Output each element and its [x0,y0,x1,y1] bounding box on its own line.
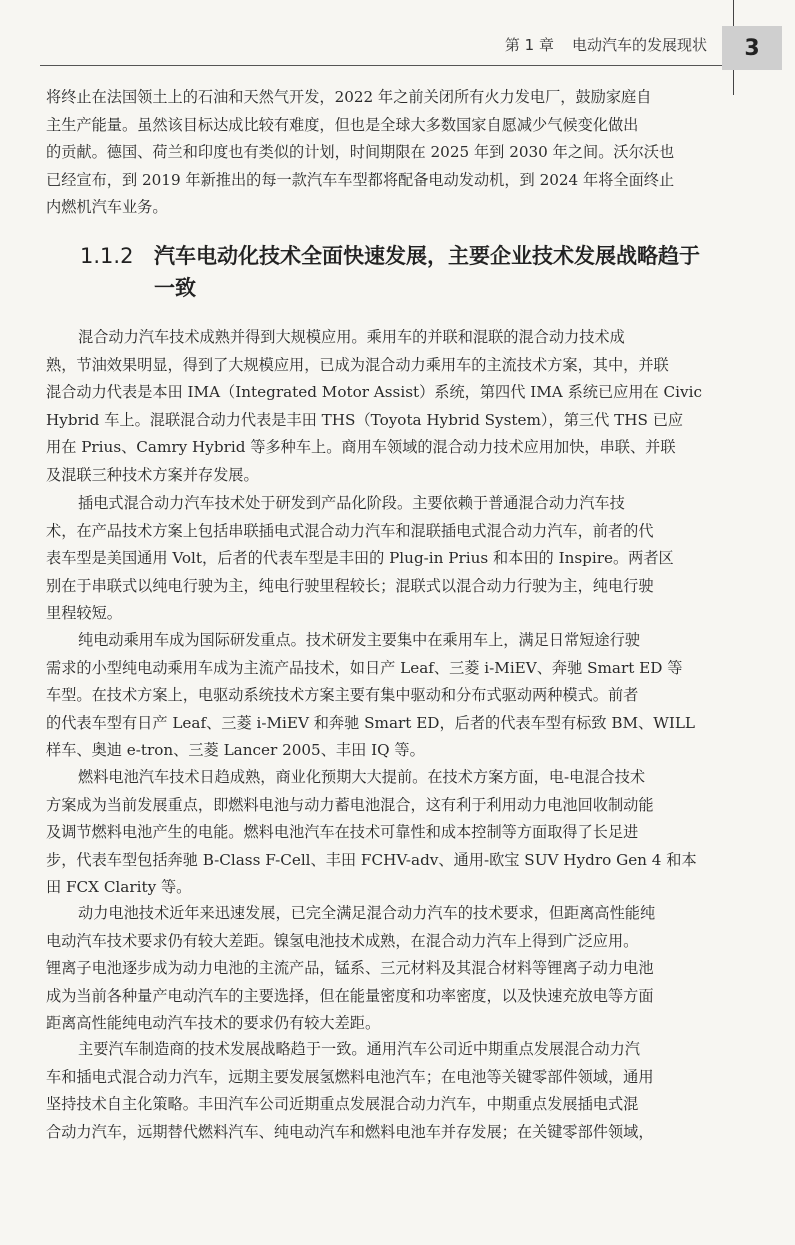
text-line: 熟，节油效果明显，得到了大规模应用，已成为混合动力乘用车的主流技术方案，其中，并联 [46,355,669,374]
text-line: 距离高性能纯电动汽车技术的要求仍有较大差距。 [46,1014,381,1032]
text-line: 的贡献。德国、荷兰和印度也有类似的计划，时间期限在 2025 年到 2030 年之间。沃尔沃也 [46,143,675,161]
section-title-line1: 汽车电动化技术全面快速发展，主要企业技术发展战略趋于 [154,244,700,268]
text-line: 主生产能量。虽然该目标达成比较有难度，但也是全球大多数国家自愿减少气候变化做出 [46,115,639,134]
text-line: 已经宣布，到 2019 年新推出的每一款汽车车型都将配备电动发动机，到 2024 年将全面终止 [46,170,675,189]
text-line: 用在 Prius、Camry Hybrid 等多种车上。商用车领域的混合动力技术应用加快，串联、并联 [46,438,676,456]
text-line: 内燃机汽车业务。 [46,198,168,216]
text-line: 田 FCX Clarity 等。 [46,878,192,896]
text-line: 主要汽车制造商的技术发展战略趋于一致。通用汽车公司近中期重点发展混合动力汽 [78,1040,640,1058]
text-line: 电动汽车技术要求仍有较大差距。镍氢电池技术成熟，在混合动力汽车上得到广泛应用。 [46,931,639,950]
paragraph-fuel-cell [46,764,758,902]
text-line: 车和插电式混合动力汽车，远期主要发展氢燃料电池汽车；在电池等关键零部件领域，通用 [46,1067,654,1086]
paragraph-hybrid [46,324,758,489]
text-line: 术，在产品技术方案上包括串联插电式混合动力汽车和混联插电式混合动力汽车，前者的代 [46,521,654,540]
text-line: 混合动力代表是本田 IMA（Integrated Motor Assist）系统，第四代 IMA 系统已应用在 Civic [46,383,702,401]
paragraph-battery [46,900,758,1038]
text-line: 车型。在技术方案上，电驱动系统技术方案主要有集中驱动和分布式驱动两种模式。前者 [46,686,639,704]
text-line: 纯电动乘用车成为国际研发重点。技术研发主要集中在乘用车上，满足日常短途行驶 [78,631,640,649]
text-line: 锂离子电池逐步成为动力电池的主流产品，锰系、三元材料及其混合材料等锂离子动力电池 [46,959,654,977]
text-line: 及混联三种技术方案并存发展。 [46,465,259,484]
section-number: 1.1.2 [80,244,134,268]
text-line: 需求的小型纯电动乘用车成为主流产品技术，如日产 Leaf、三菱 i-MiEV、奔驰 Smart ED 等 [46,658,683,677]
section-heading [80,240,760,304]
text-line: 及调节燃料电池产生的电能。燃料电池汽车在技术可靠性和成本控制等方面取得了长足进 [46,823,639,841]
page-number: 3 [722,26,782,70]
chapter-title: 电动汽车的发展现状 [571,36,707,54]
text-line: 将终止在法国领土上的石油和天然气开发，2022 年之前关闭所有火力发电厂，鼓励家庭自 [46,88,652,106]
text-line: 坚持技术自主化策略。丰田汽车公司近期重点发展混合动力汽车，中期重点发展插电式混 [46,1095,639,1113]
text-line: Hybrid 车上。混联混合动力代表是丰田 THS（Toyota Hybrid System），第三代 THS 已应 [46,410,684,429]
text-line: 合动力汽车，远期替代燃料汽车、纯电动汽车和燃料电池车并存发展；在关键零部件领域， [46,1122,654,1141]
intro-paragraph [46,84,758,222]
paragraph-pure-electric [46,627,758,765]
text-line: 的代表车型有日产 Leaf、三菱 i-MiEV 和奔驰 Smart ED，后者的代表车型有标致 BM、WILL [46,713,696,732]
running-header [505,34,707,55]
text-line: 混合动力汽车技术成熟并得到大规模应用。乘用车的并联和混联的混合动力技术成 [78,328,625,346]
text-line: 方案成为当前发展重点，即燃料电池与动力蓄电池混合，这有利于利用动力电池回收制动能 [46,795,654,814]
text-line: 成为当前各种量产电动汽车的主要选择，但在能量密度和功率密度，以及快速充放电等方面 [46,986,654,1005]
text-line: 燃料电池汽车技术日趋成熟，商业化预期大大提前。在技术方案方面，电-电混合技术 [78,768,646,786]
paragraph-plugin-hybrid [46,490,758,628]
text-line: 动力电池技术近年来迅速发展，已完全满足混合动力汽车的技术要求，但距离高性能纯 [78,904,656,922]
paragraph-manufacturers [46,1036,758,1146]
text-line: 步，代表车型包括奔驰 B-Class F-Cell、丰田 FCHV-adv、通用-欧宝 SUV Hydro Gen 4 和本 [46,850,697,869]
text-line: 里程较短。 [46,604,122,622]
text-line: 表车型是美国通用 Volt，后者的代表车型是丰田的 Plug-in Prius 和本田的 Inspire。两者区 [46,549,674,567]
text-line: 插电式混合动力汽车技术处于研发到产品化阶段。主要依赖于普通混合动力汽车技 [78,494,625,512]
section-title-line2: 一致 [154,276,196,300]
header-rule [40,65,730,66]
text-line: 别在于串联式以纯电行驶为主，纯电行驶里程较长；混联式以混合动力行驶为主，纯电行驶 [46,576,654,595]
chapter-number: 第 1 章 [504,36,554,54]
text-line: 样车、奥迪 e-tron、三菱 Lancer 2005、丰田 IQ 等。 [46,741,425,759]
